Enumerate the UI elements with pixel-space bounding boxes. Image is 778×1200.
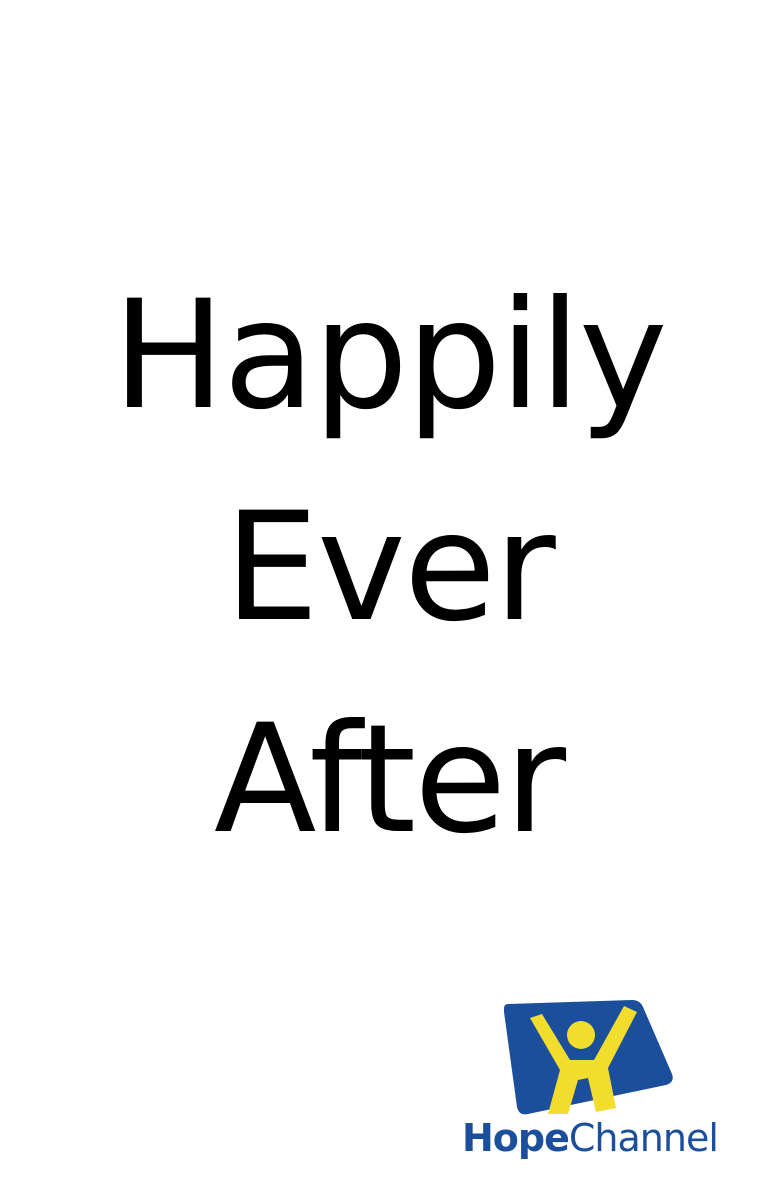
hope-channel-wordmark	[462, 1116, 718, 1160]
title-line-1: Happily	[112, 269, 666, 443]
brand-light: Channel	[568, 1116, 718, 1160]
title-line-2: Ever	[224, 481, 554, 655]
hope-channel-logo	[462, 998, 718, 1168]
poster-title	[0, 250, 778, 886]
title-line-3: After	[213, 693, 565, 867]
brand-strong: Hope	[462, 1116, 569, 1160]
hope-channel-figure-icon	[504, 998, 674, 1116]
